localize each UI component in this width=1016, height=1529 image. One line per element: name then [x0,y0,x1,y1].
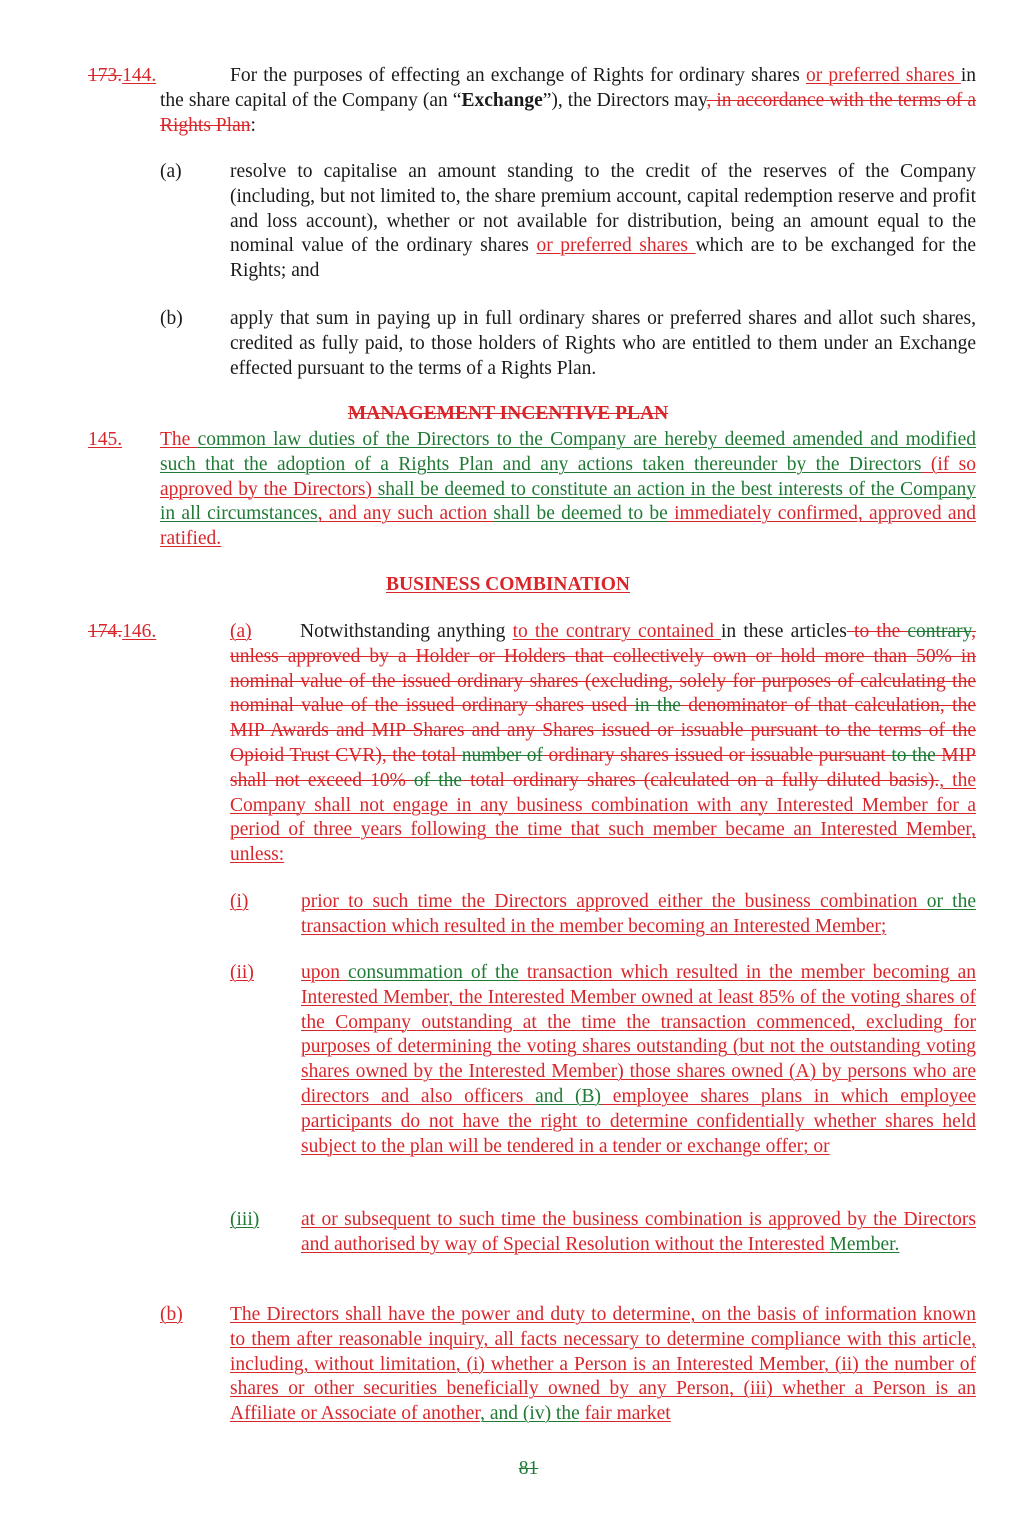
article-146-i-text: prior to such time the Directors approved either the business combination or the transaction which resulted in the member becoming an Interested Member; [301,891,976,937]
article-146-ii-text: upon consummation of the transaction which resulted in the member becoming an Interested Member, the Interested Member owned at least 85% of the voting shares of the Company outstanding at the time the transaction commenced, excluding for purposes of determining the voting shares outstanding (but not the outstanding voting shares owned by the Interested Member) those shares owned (A) by persons who are directors and also officers and (B) employee shares plans in which employee participants do not have the right to determine confidentially whether shares held subject to the plan will be tendered in a tender or exchange offer; or [301,962,977,1157]
article-146-i-label: (i) [230,891,249,912]
article-146-ii-label: (ii) [230,962,254,983]
article-144-intro: For the purposes of effecting an exchange of Rights for ordinary shares or preferred shares in the share capital of the Company (an “Exchange”), the Directors may, in accordance with the terms of a Rights Plan: [160,65,976,136]
article-144-b-text: apply that sum in paying up in full ordinary shares or preferred shares and allot such shares, credited as fully paid, to those holders of Rights who are entitled to them under an Exchange effected pursuant to the terms of a Rights Plan. [230,308,976,379]
article-145-number: 145. [88,429,123,450]
article-146-a-label: (a) [230,621,252,642]
heading-business-combination: BUSINESS COMBINATION [386,574,630,595]
page-number: 81 [518,1458,539,1479]
article-144-b-label: (b) [160,308,183,329]
article-146-b-text: The Directors shall have the power and duty to determine, on the basis of information known to them after reasonable inquiry, all facts necessary to determine compliance with this article, including, without limitation, (i) whether a Person is an Interested Member, (ii) the number of shares or other securities beneficially owned by any Person, (iii) whether a Person is an Affiliate or Associate of another, and (iv) the fair market [230,1304,976,1425]
article-144-a-label: (a) [160,161,182,182]
article-144-number: 173.144. [88,65,157,86]
article-146-number: 174.146. [88,621,157,642]
heading-management-incentive-plan: MANAGEMENT INCENTIVE PLAN [347,403,669,424]
article-144-a-text: resolve to capitalise an amount standing to the credit of the reserves of the Company (including, but not limited to, the share premium account, capital redemption reserve and profit and loss account), whether or not available for distribution, being an amount equal to the nominal value of the ordinary shares or preferred shares which are to be exchanged for the Rights; and [230,161,976,282]
article-146-iii-text: at or subsequent to such time the business combination is approved by the Directors and authorised by way of Special Resolution without the Interested Member. [301,1209,976,1255]
article-146-b-label: (b) [160,1304,183,1325]
article-146-a-text: Notwithstanding anything to the contrary contained in these articles to the contrary, unless approved by a Holder or Holders that collectively own or hold more than 50% in nominal value of the issued ordinary shares (excluding, solely for purposes of calculating the nominal value of the issued ordinary shares used in the denominator of that calculation, the MIP Awards and MIP Shares and any Shares issued or issuable pursuant to the terms of the Opioid Trust CVR), the total number of ordinary shares issued or issuable pursuant to the MIP shall not exceed 10% of the total ordinary shares (calculated on a fully diluted basis)., the Company shall not engage in any business combination with any Interested Member for a period of three years following the time that such member became an Interested Member, unless: [230,621,977,866]
article-145-text: The common law duties of the Directors to the Company are hereby deemed amended and modified such that the adoption of a Rights Plan and any actions taken thereunder by the Directors (if so approved by the Directors) shall be deemed to constitute an action in the best interests of the Company in all circumstances, and any such action shall be deemed to be immediately confirmed, approved and ratified. [160,429,976,550]
article-146-iii-label: (iii) [230,1209,260,1230]
